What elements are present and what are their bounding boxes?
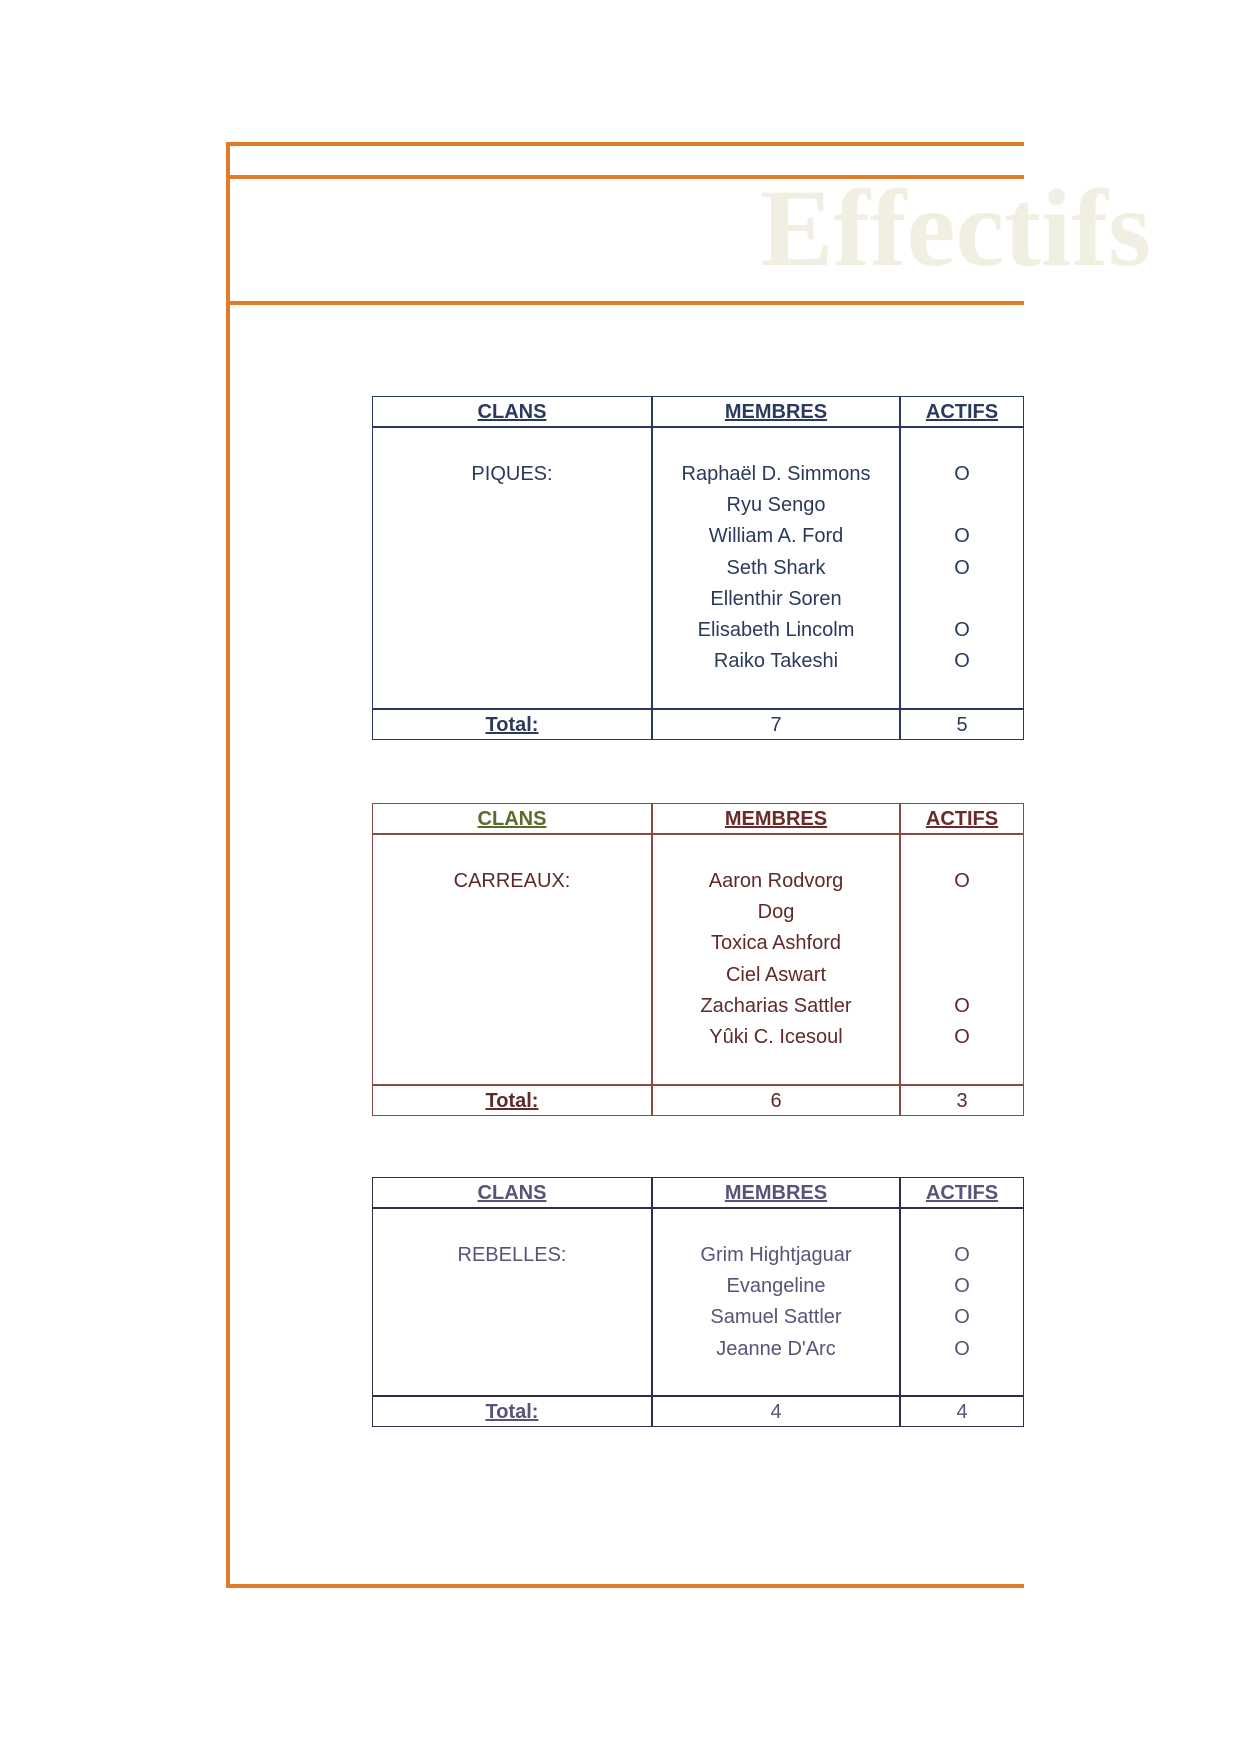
table-header-row — [372, 396, 1024, 427]
clan-table-rebelles — [372, 1177, 1024, 1427]
active-mark — [901, 490, 1023, 521]
header-clans: CLANS — [372, 396, 652, 427]
total-members: 6 — [652, 1085, 900, 1116]
total-actifs: 3 — [900, 1085, 1024, 1116]
header-actifs: ACTIFS — [900, 396, 1024, 427]
header-membres: MEMBRES — [652, 396, 900, 427]
header-clans: CLANS — [372, 803, 652, 834]
member-name: Evangeline — [726, 1275, 826, 1298]
clan-name: REBELLES: — [457, 1244, 567, 1266]
member-name: Samuel Sattler — [710, 1306, 842, 1329]
member-name: Elisabeth Lincolm — [697, 618, 855, 641]
active-mark: O — [954, 1275, 970, 1298]
clan-table-piques — [372, 396, 1024, 740]
header-membres: MEMBRES — [652, 1177, 900, 1208]
header-actifs: ACTIFS — [900, 803, 1024, 834]
active-mark: O — [954, 650, 970, 673]
active-mark: O — [954, 463, 970, 485]
active-mark: O — [954, 1306, 970, 1329]
table-body — [372, 834, 1024, 1085]
table-body — [372, 427, 1024, 709]
member-name: Zacharias Sattler — [700, 994, 852, 1017]
frame-bottom-line — [226, 1584, 1024, 1588]
members-cell — [652, 834, 900, 1085]
member-name: Raphaël D. Simmons — [681, 463, 871, 485]
active-mark: O — [954, 618, 970, 641]
member-name: Raiko Takeshi — [713, 650, 839, 673]
actifs-cell — [900, 1208, 1024, 1396]
total-actifs: 5 — [900, 709, 1024, 740]
clan-name-cell — [372, 1208, 652, 1396]
total-members: 7 — [652, 709, 900, 740]
table-header-row — [372, 1177, 1024, 1208]
active-mark — [901, 897, 1023, 928]
header-membres: MEMBRES — [652, 803, 900, 834]
member-name: Yûki C. Icesoul — [709, 1025, 843, 1048]
clan-name-cell — [372, 427, 652, 709]
active-mark: O — [954, 994, 970, 1017]
actifs-cell — [900, 427, 1024, 709]
actifs-cell — [900, 834, 1024, 1085]
member-name: Dog — [757, 901, 795, 924]
clan-name: PIQUES: — [471, 463, 553, 485]
total-actifs: 4 — [900, 1396, 1024, 1427]
active-mark: O — [954, 556, 970, 579]
total-label: Total: — [372, 709, 652, 740]
frame-title-bottom-line — [226, 301, 1024, 305]
member-name: Ryu Sengo — [726, 494, 826, 517]
table-total-row — [372, 709, 1024, 740]
total-label: Total: — [372, 1085, 652, 1116]
active-mark: O — [954, 1244, 970, 1266]
clan-name-cell — [372, 834, 652, 1085]
member-name: Aaron Rodvorg — [708, 870, 844, 892]
table-total-row — [372, 1085, 1024, 1116]
active-mark: O — [954, 525, 970, 548]
frame-top-line — [226, 142, 1024, 146]
active-mark — [901, 960, 1023, 991]
total-members: 4 — [652, 1396, 900, 1427]
active-mark: O — [954, 1337, 970, 1360]
clan-table-carreaux — [372, 803, 1024, 1116]
member-name: Seth Shark — [726, 556, 826, 579]
frame-left-line — [226, 142, 230, 1588]
table-body — [372, 1208, 1024, 1396]
active-mark: O — [954, 1025, 970, 1048]
member-name: Ellenthir Soren — [710, 587, 842, 610]
active-mark — [901, 928, 1023, 959]
member-name: Jeanne D'Arc — [716, 1337, 836, 1360]
member-name: Ciel Aswart — [725, 963, 827, 986]
page-title: Effectifs — [760, 167, 1151, 289]
member-name: Toxica Ashford — [710, 932, 842, 955]
active-mark: O — [954, 870, 970, 892]
active-mark — [901, 584, 1023, 615]
table-total-row — [372, 1396, 1024, 1427]
header-clans: CLANS — [372, 1177, 652, 1208]
total-label: Total: — [372, 1396, 652, 1427]
members-cell — [652, 427, 900, 709]
member-name: William A. Ford — [708, 525, 844, 548]
header-actifs: ACTIFS — [900, 1177, 1024, 1208]
table-header-row — [372, 803, 1024, 834]
member-name: Grim Hightjaguar — [700, 1244, 852, 1266]
clan-name: CARREAUX: — [453, 870, 571, 892]
members-cell — [652, 1208, 900, 1396]
